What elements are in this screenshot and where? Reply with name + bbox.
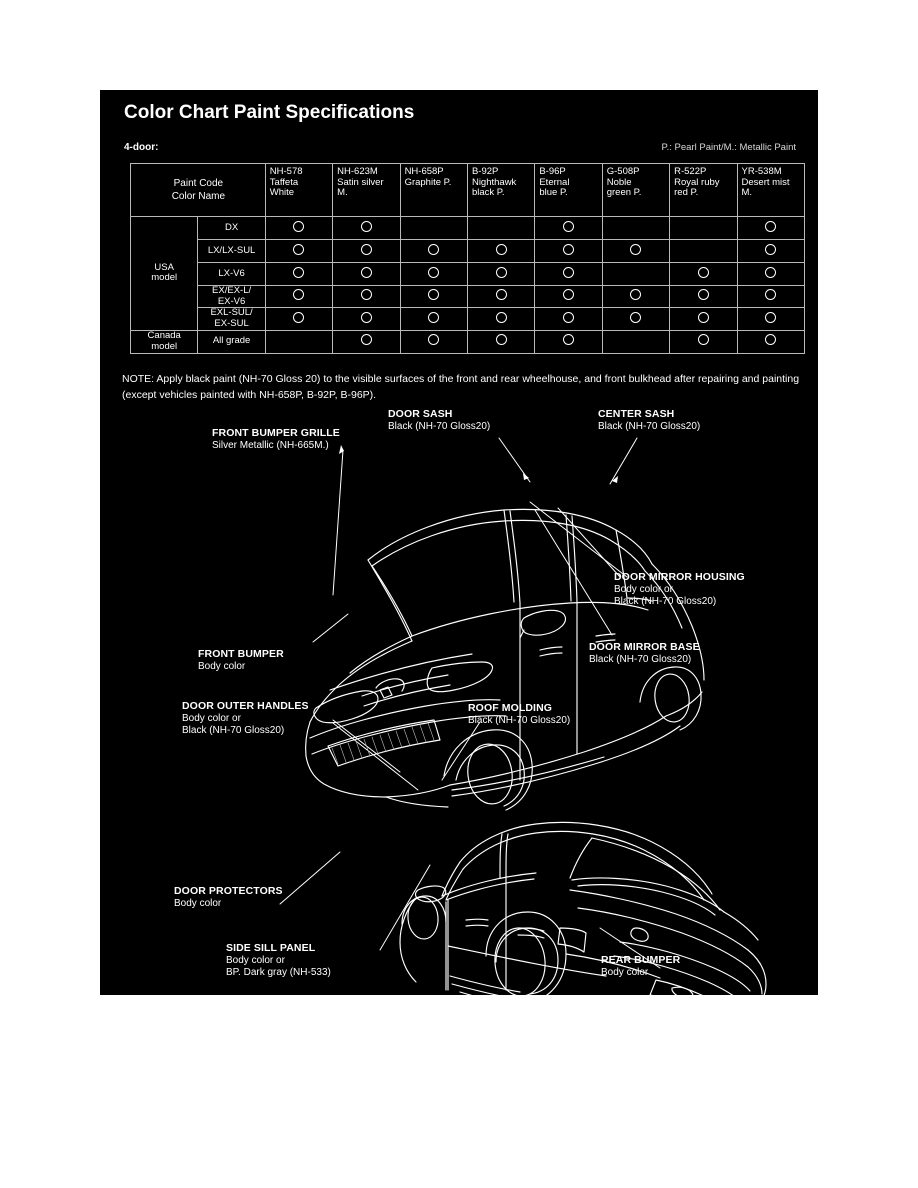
circle-mark-icon — [428, 334, 439, 345]
grade-line1: LX/LX-SUL — [207, 244, 256, 256]
grade-line1: DX — [224, 221, 239, 233]
availability-cell-marked — [333, 330, 400, 353]
callout-title: REAR BUMPER — [601, 954, 681, 966]
availability-cell-marked — [535, 308, 602, 330]
availability-cell-marked — [333, 263, 400, 286]
column-header — [535, 164, 602, 217]
table-header-row — [131, 164, 805, 217]
column-code: B-92P — [471, 166, 499, 177]
grade-line1: All grade — [212, 335, 251, 347]
column-name-line1: Nighthawk — [471, 176, 517, 188]
callout-line: Black (NH-70 Gloss20) — [598, 420, 701, 432]
circle-mark-icon — [496, 289, 507, 300]
column-name-line1: Taffeta — [269, 176, 299, 188]
availability-cell-empty — [602, 263, 669, 286]
leader-lines-upper — [313, 438, 637, 642]
circle-mark-icon — [428, 312, 439, 323]
availability-cell-marked — [737, 263, 804, 286]
grade-line2: EX-V6 — [217, 295, 246, 307]
callout-title: SIDE SILL PANEL — [226, 942, 316, 954]
availability-cell-marked — [670, 330, 737, 353]
availability-cell-marked — [535, 286, 602, 308]
callout-line: Body color — [601, 966, 649, 978]
availability-cell-marked — [265, 240, 332, 263]
grade-cell — [198, 330, 265, 353]
corner-header-line2: Color Name — [171, 191, 226, 202]
circle-mark-icon — [361, 334, 372, 345]
subtitle-row — [124, 142, 796, 156]
circle-mark-icon — [765, 221, 776, 232]
availability-cell-marked — [467, 286, 534, 308]
callout-title: DOOR MIRROR HOUSING — [614, 571, 745, 583]
column-name-line2: M. — [741, 187, 753, 199]
availability-cell-marked — [737, 240, 804, 263]
callout-title: CENTER SASH — [598, 408, 675, 420]
circle-mark-icon — [765, 312, 776, 323]
table-row — [131, 286, 805, 308]
callout-title: DOOR OUTER HANDLES — [182, 700, 309, 712]
paint-legend: P.: Pearl Paint/M.: Metallic Paint — [661, 142, 796, 153]
availability-cell-marked — [265, 217, 332, 240]
circle-mark-icon — [293, 312, 304, 323]
column-header — [333, 164, 400, 217]
callout-title: FRONT BUMPER — [198, 648, 284, 660]
availability-cell-marked — [737, 286, 804, 308]
circle-mark-icon — [361, 221, 372, 232]
availability-cell-marked — [265, 308, 332, 330]
callout-line: Body color — [174, 897, 222, 909]
availability-cell-marked — [400, 330, 467, 353]
model-line1: USA — [154, 261, 174, 273]
column-header — [737, 164, 804, 217]
spec-panel — [100, 90, 818, 995]
availability-cell-marked — [467, 240, 534, 263]
callout-line: Body color — [198, 660, 246, 672]
column-name-line1: Graphite P. — [404, 176, 452, 188]
circle-mark-icon — [563, 289, 574, 300]
callout-title: DOOR MIRROR BASE — [589, 641, 700, 653]
column-code: NH-578 — [269, 166, 303, 177]
paint-specification-table — [130, 163, 805, 354]
availability-cell-marked — [602, 308, 669, 330]
callout-line: Body color or — [182, 712, 241, 724]
availability-cell-marked — [467, 330, 534, 353]
availability-cell-empty — [400, 217, 467, 240]
column-code: G-508P — [606, 166, 640, 177]
column-header — [467, 164, 534, 217]
availability-cell-marked — [602, 286, 669, 308]
column-name-line2: red P. — [674, 187, 699, 199]
circle-mark-icon — [563, 267, 574, 278]
availability-cell-empty — [467, 217, 534, 240]
column-header — [265, 164, 332, 217]
column-header — [400, 164, 467, 217]
callout-front-bumper-grille — [212, 427, 340, 452]
callout-line: Black (NH-70 Gloss20) — [589, 653, 692, 665]
column-name-line1: Eternal — [539, 176, 570, 188]
availability-cell-marked — [333, 286, 400, 308]
circle-mark-icon — [563, 221, 574, 232]
column-name-line2: M. — [337, 187, 348, 199]
circle-mark-icon — [361, 312, 372, 323]
callout-rear-bumper — [601, 954, 680, 979]
circle-mark-icon — [563, 334, 574, 345]
callout-door-mirror-base — [589, 641, 700, 666]
circle-mark-icon — [361, 289, 372, 300]
circle-mark-icon — [630, 312, 641, 323]
car-rear-three-quarter — [400, 822, 766, 995]
callout-title: DOOR PROTECTORS — [174, 885, 283, 897]
callout-door-sash — [388, 408, 490, 433]
leader-lines-lower — [280, 720, 660, 968]
model-line2: model — [151, 340, 178, 352]
availability-cell-empty — [602, 217, 669, 240]
column-name-line1: Noble — [606, 176, 632, 188]
availability-cell-marked — [737, 217, 804, 240]
table-row — [131, 330, 805, 353]
availability-cell-marked — [535, 240, 602, 263]
circle-mark-icon — [630, 289, 641, 300]
column-header — [670, 164, 737, 217]
model-group-cell — [131, 217, 198, 331]
column-name-line2: White — [269, 187, 295, 199]
circle-mark-icon — [698, 267, 709, 278]
circle-mark-icon — [293, 221, 304, 232]
circle-mark-icon — [698, 312, 709, 323]
column-code: NH-658P — [404, 166, 444, 177]
callout-roof-molding — [468, 702, 570, 727]
circle-mark-icon — [496, 267, 507, 278]
availability-cell-empty — [265, 330, 332, 353]
callout-front-bumper — [198, 648, 284, 673]
model-group-cell — [131, 330, 198, 353]
availability-cell-marked — [400, 263, 467, 286]
column-name-line2: blue P. — [539, 187, 568, 199]
availability-cell-marked — [535, 263, 602, 286]
circle-mark-icon — [428, 244, 439, 255]
availability-cell-marked — [333, 217, 400, 240]
column-name-line1: Desert mist — [741, 176, 790, 188]
availability-cell-marked — [737, 330, 804, 353]
grade-cell — [198, 217, 265, 240]
model-line2: model — [151, 272, 178, 284]
column-code: YR-538M — [741, 166, 782, 177]
circle-mark-icon — [765, 334, 776, 345]
grade-cell — [198, 286, 265, 308]
callout-line: Black (NH-70 Gloss20) — [468, 714, 571, 726]
availability-cell-marked — [265, 263, 332, 286]
circle-mark-icon — [428, 289, 439, 300]
grade-line1: LX-V6 — [218, 267, 245, 279]
circle-mark-icon — [698, 334, 709, 345]
callout-door-mirror-housing — [614, 571, 745, 608]
circle-mark-icon — [563, 312, 574, 323]
table-head — [131, 164, 805, 217]
circle-mark-icon — [630, 244, 641, 255]
body-style-label: 4-door: — [124, 142, 159, 153]
table-row — [131, 217, 805, 240]
callout-line: Black (NH-70 Gloss20) — [182, 724, 285, 736]
availability-cell-marked — [333, 240, 400, 263]
callout-center-sash — [598, 408, 700, 433]
callout-line: BP. Dark gray (NH-533) — [226, 966, 331, 978]
grade-cell — [198, 263, 265, 286]
availability-cell-marked — [670, 286, 737, 308]
callout-line: Black (NH-70 Gloss20) — [388, 420, 491, 432]
availability-cell-marked — [467, 263, 534, 286]
note-text: NOTE: Apply black paint (NH-70 Gloss 20) to the visible surfaces of the front and rear wheelhouse, and front bulkhead after repairing and painting (except vehicles painted with NH-658P, B-92P, B-96P). — [122, 373, 800, 401]
availability-cell-marked — [333, 308, 400, 330]
callout-side-sill-panel — [226, 942, 331, 979]
grade-cell — [198, 240, 265, 263]
grade-line1: EX/EX-L/ — [212, 285, 252, 296]
circle-mark-icon — [361, 244, 372, 255]
circle-mark-icon — [293, 244, 304, 255]
availability-cell-marked — [400, 240, 467, 263]
circle-mark-icon — [293, 267, 304, 278]
corner-header — [131, 164, 266, 217]
table-row — [131, 240, 805, 263]
grade-line1: EXL-SUL/ — [210, 307, 253, 319]
circle-mark-icon — [496, 312, 507, 323]
callout-line: Body color or — [614, 583, 673, 595]
availability-cell-marked — [400, 308, 467, 330]
table-body — [131, 217, 805, 354]
grade-line2: EX-SUL — [214, 317, 249, 329]
column-name-line1: Royal ruby — [674, 176, 720, 188]
grade-cell — [198, 308, 265, 330]
availability-cell-empty — [602, 330, 669, 353]
availability-cell-marked — [670, 308, 737, 330]
page-title: Color Chart Paint Specifications — [124, 102, 415, 123]
callout-door-outer-handles — [182, 700, 309, 737]
table-row — [131, 263, 805, 286]
column-name-line2: black P. — [471, 187, 505, 199]
circle-mark-icon — [496, 244, 507, 255]
circle-mark-icon — [563, 244, 574, 255]
circle-mark-icon — [428, 267, 439, 278]
callout-title: ROOF MOLDING — [468, 702, 553, 714]
availability-cell-empty — [670, 240, 737, 263]
corner-header-line1: Paint Code — [173, 177, 224, 189]
availability-cell-marked — [400, 286, 467, 308]
callout-title: DOOR SASH — [388, 408, 453, 420]
circle-mark-icon — [765, 289, 776, 300]
availability-cell-marked — [535, 330, 602, 353]
availability-cell-marked — [670, 263, 737, 286]
availability-cell-marked — [602, 240, 669, 263]
callout-title: FRONT BUMPER GRILLE — [212, 427, 340, 439]
column-code: NH-623M — [337, 166, 378, 177]
column-name-line2: green P. — [606, 187, 642, 199]
callout-line: Black (NH-70 Gloss20) — [614, 595, 717, 607]
availability-cell-marked — [265, 286, 332, 308]
circle-mark-icon — [496, 334, 507, 345]
circle-mark-icon — [293, 289, 304, 300]
availability-cell-marked — [737, 308, 804, 330]
availability-cell-marked — [467, 308, 534, 330]
column-code: B-96P — [539, 166, 566, 177]
model-line1: Canada — [147, 329, 181, 341]
column-name-line1: Satin silver — [337, 176, 384, 188]
callout-line: Silver Metallic (NH-665M.) — [212, 439, 329, 451]
table-row — [131, 308, 805, 330]
circle-mark-icon — [765, 244, 776, 255]
circle-mark-icon — [698, 289, 709, 300]
column-header — [602, 164, 669, 217]
availability-cell-marked — [535, 217, 602, 240]
column-code: R-522P — [674, 166, 707, 177]
circle-mark-icon — [765, 267, 776, 278]
availability-cell-empty — [670, 217, 737, 240]
callout-door-protectors — [174, 885, 283, 910]
callout-line: Body color or — [226, 954, 285, 966]
circle-mark-icon — [361, 267, 372, 278]
